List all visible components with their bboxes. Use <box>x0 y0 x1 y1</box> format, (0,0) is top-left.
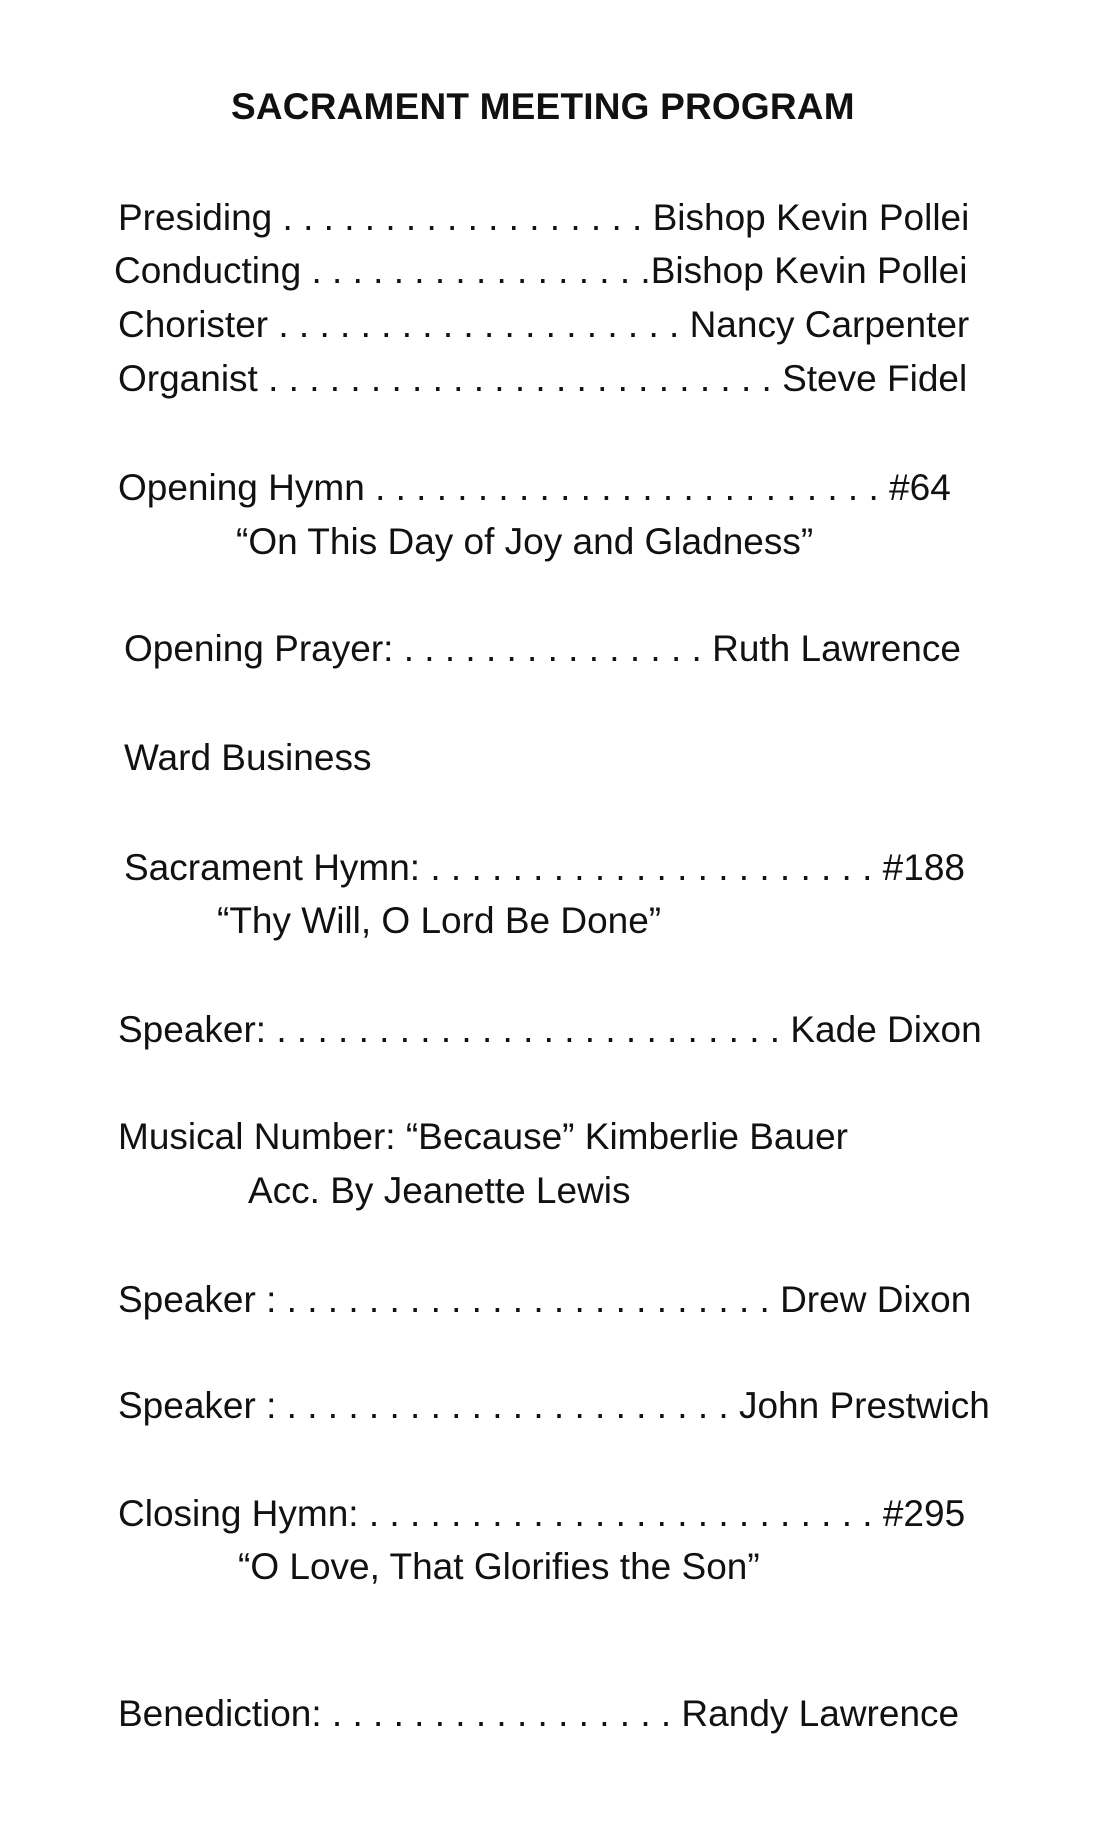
accompanist-line: Acc. By Jeanette Lewis <box>248 1170 631 1211</box>
opening-hymn-line: Opening Hymn . . . . . . . . . . . . . . . . . . . . . . . . . #64 <box>118 467 951 508</box>
closing-hymn-line: Closing Hymn: . . . . . . . . . . . . . . . . . . . . . . . . . #295 <box>118 1493 966 1534</box>
sacrament-hymn-line: Sacrament Hymn: . . . . . . . . . . . . . . . . . . . . . . #188 <box>124 847 965 888</box>
ward-business-line: Ward Business <box>124 737 372 778</box>
opening-hymn-title: “On This Day of Joy and Gladness” <box>236 521 814 562</box>
closing-hymn-title: “O Love, That Glorifies the Son” <box>238 1546 760 1587</box>
presiding-line: Presiding . . . . . . . . . . . . . . . . . . Bishop Kevin Pollei <box>118 197 970 238</box>
organist-line: Organist . . . . . . . . . . . . . . . . . . . . . . . . . Steve Fidel <box>118 358 968 399</box>
benediction-line: Benediction: . . . . . . . . . . . . . . . . . Randy Lawrence <box>118 1693 960 1734</box>
opening-prayer-line: Opening Prayer: . . . . . . . . . . . . . . . Ruth Lawrence <box>124 628 961 669</box>
speaker-drew-line: Speaker : . . . . . . . . . . . . . . . . . . . . . . . . Drew Dixon <box>118 1279 972 1320</box>
sacrament-hymn-title: “Thy Will, O Lord Be Done” <box>217 900 662 941</box>
speaker-john-line: Speaker : . . . . . . . . . . . . . . . . . . . . . . John Prestwich <box>118 1385 990 1426</box>
chorister-line: Chorister . . . . . . . . . . . . . . . . . . . . Nancy Carpenter <box>118 304 970 345</box>
program-title: SACRAMENT MEETING PROGRAM <box>231 86 855 127</box>
speaker-kade-line: Speaker: . . . . . . . . . . . . . . . . . . . . . . . . . Kade Dixon <box>118 1009 982 1050</box>
musical-number-line: Musical Number: “Because” Kimberlie Bauer <box>118 1116 848 1157</box>
conducting-line: Conducting . . . . . . . . . . . . . . . . .Bishop Kevin Pollei <box>114 250 968 291</box>
